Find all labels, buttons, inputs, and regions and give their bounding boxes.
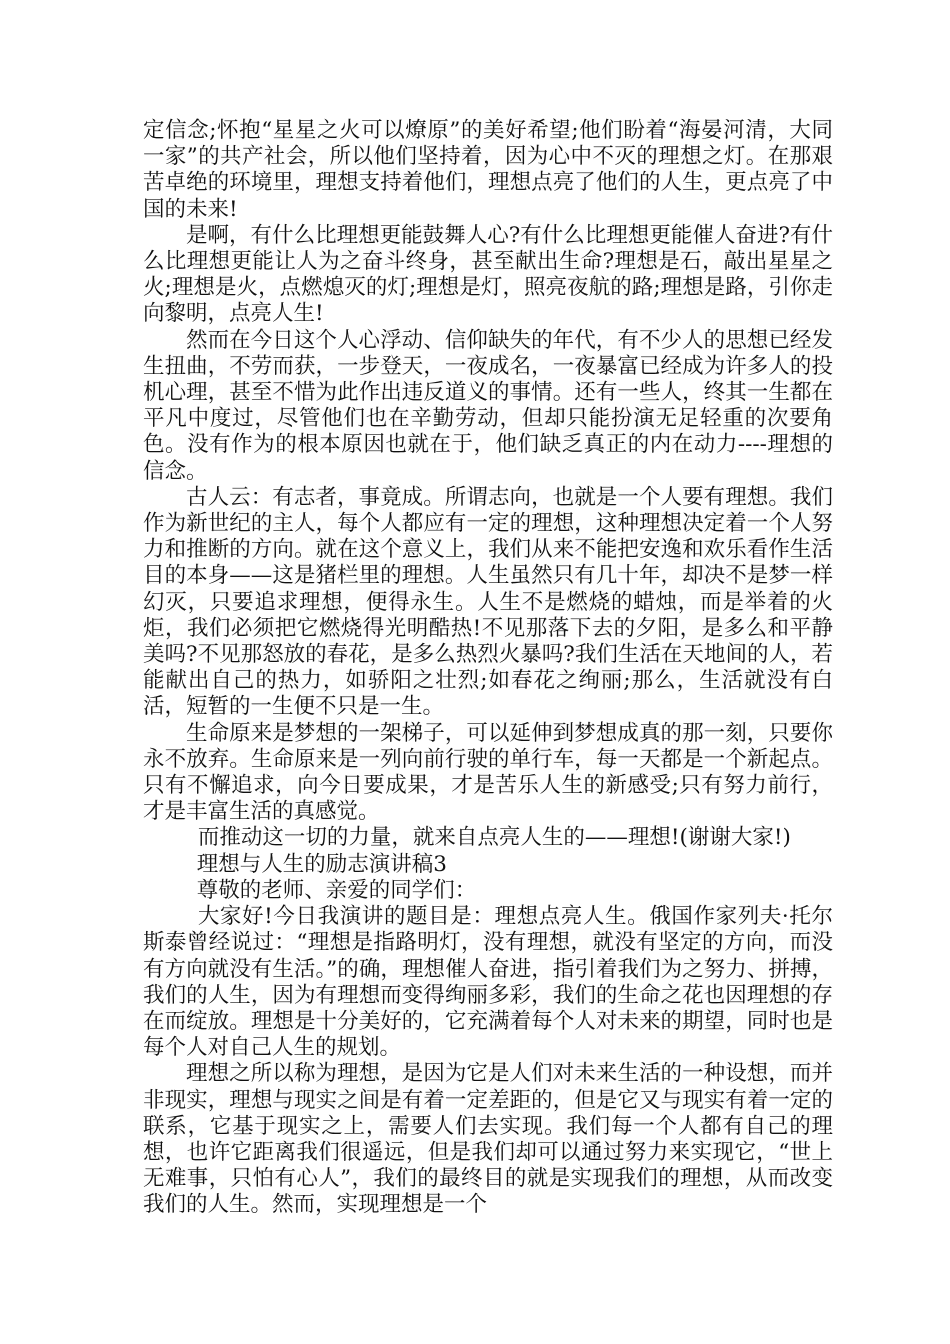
paragraph: 古人云：有志者，事竟成。所谓志向，也就是一个人要有理想。我们作为新世纪的主人，每个人都应有一定的理想，这种理想决定着一个人努力和推断的方向。就在这个意义上，我们从来不能把安逸和欢乐看作生活目的本身——这是猪栏里的理想。人生虽然只有几十年，却决不是梦一样幻灭，只要追求理想，便得永生。人生不是燃烧的蜡烛，而是举着的火炬，我们必须把它燃烧得光明酷热!不见那落下去的夕阳，是多么和平静美吗?不见那怒放的春花，是多么热烈火暴吗?我们生活在天地间的人，若能献出自己的热力，如骄阳之壮烈;如春花之绚丽;那么，生活就没有白活，短暂的一生便不只是一生。: [143, 484, 833, 720]
paragraph: 大家好!今日我演讲的题目是：理想点亮人生。俄国作家列夫·托尔斯泰曾经说过：“理想是指路明灯，没有理想，就没有坚定的方向，而没有方向就没有生活。”的确，理想催人奋进，指引着我们为之努力、拼搏，我们的人生，因为有理想而变得绚丽多彩，我们的生命之花也因理想的存在而绽放。理想是十分美好的，它充满着每个人对未来的期望，同时也是每个人对自己人生的规划。: [143, 904, 833, 1061]
section-title: 理想与人生的励志演讲稿3: [196, 851, 447, 877]
paragraph: 理想之所以称为理想，是因为它是人们对未来生活的一种设想，而并非现实，理想与现实之间是有着一定差距的，但是它又与现实有着一定的联系，它基于现实之上，需要人们去实现。我们每一个人都有自己的理想，也许它距离我们很遥远，但是我们却可以通过努力来实现它，“世上无难事，只怕有心人”，我们的最终目的就是实现我们的理想，从而改变我们的人生。然而，实现理想是一个: [143, 1061, 833, 1218]
paragraph-closing: 而推动这一切的力量，就来自点亮人生的——理想!(谢谢大家!): [197, 825, 791, 851]
paragraph-continued: 定信念;怀抱“星星之火可以燎原”的美好希望;他们盼着“海晏河清，大同一家”的共产社会，所以他们坚持着，因为心中不灭的理想之灯。在那艰苦卓绝的环境里，理想支持着他们，理想点亮了他们的人生，更点亮了中国的未来!: [143, 118, 833, 222]
salutation: 尊敬的老师、亲爱的同学们：: [196, 877, 477, 903]
document-page: [143, 118, 833, 1219]
paragraph: 生命原来是梦想的一架梯子，可以延伸到梦想成真的那一刻，只要你永不放弃。生命原来是一列向前行驶的单行车，每一天都是一个新起点。只有不懈追求，向今日要成果，才是苦乐人生的新感受;只有努力前行，才是丰富生活的真感觉。: [143, 720, 833, 825]
paragraph: 然而在今日这个人心浮动、信仰缺失的年代，有不少人的思想已经发生扭曲，不劳而获，一步登天，一夜成名，一夜暴富已经成为许多人的投机心理，甚至不惜为此作出违反道义的事情。还有一些人，终其一生都在平凡中度过，尽管他们也在辛勤劳动，但却只能扮演无足轻重的次要角色。没有作为的根本原因也就在于，他们缺乏真正的内在动力----理想的信念。: [143, 327, 833, 484]
paragraph: 是啊，有什么比理想更能鼓舞人心?有什么比理想更能催人奋进?有什么比理想更能让人为之奋斗终身，甚至献出生命?理想是石，敲出星星之火;理想是火，点燃熄灭的灯;理想是灯，照亮夜航的路;理想是路，引你走向黎明，点亮人生!: [143, 222, 833, 327]
